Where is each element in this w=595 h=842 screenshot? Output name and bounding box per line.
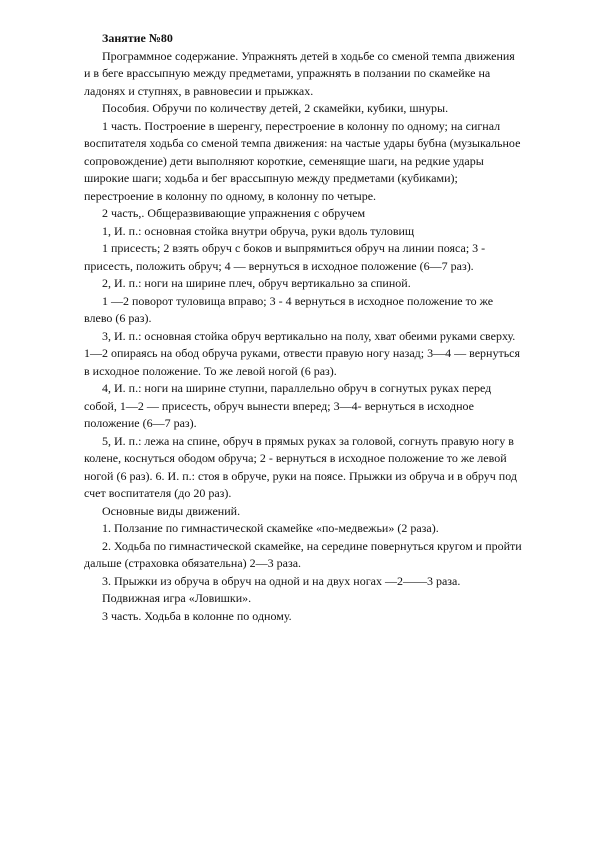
paragraph-movement-2: 2. Ходьба по гимнастической скамейке, на середине повернуться кругом и пройти дальше (страховка обязательна) 2—3 раза. xyxy=(84,538,522,570)
paragraph-program-content: Программное содержание. Упражнять детей в ходьбе со сменой темпа движения и в беге врассыпную между предметами, упражнять в ползании по скамейке на ладонях и ступнях, в равновесии и прыжках. xyxy=(84,48,515,98)
paragraph-exercise-2-start: 2, И. п.: ноги на ширине плеч, обруч вертикально за спиной. xyxy=(102,276,411,290)
paragraph-exercise-3: 3, И. п.: основная стойка обруч вертикально на полу, хват обеими руками сверху. 1—2 опираясь на обод обруча руками, отвести правую ногу назад; 3—4 — вернуться в исходное положение. То же левой ногой (6 раз). xyxy=(84,328,521,378)
paragraph-part-two-heading: 2 часть,. Общеразвивающие упражнения с обручем xyxy=(102,206,366,220)
document-body xyxy=(84,30,524,625)
paragraph-exercise-1-start: 1, И. п.: основная стойка внутри обруча, руки вдоль туловищ xyxy=(102,223,415,238)
paragraph-exercise-1-steps: 1 присесть; 2 взять обруч с боков и выпрямиться обруч на линии пояса; 3 - присесть, положить обруч; 4 — вернуться в исходное положение (6—7 раз). xyxy=(84,241,486,273)
paragraph-exercise-4: 4, И. п.: ноги на ширине ступни, параллельно обруч в согнутых руках перед собой, 1—2 — присесть, обруч вынести вперед; 3—4- вернуться в исходное положение (6—7 раз). xyxy=(84,381,492,430)
paragraph-materials: Пособия. Обручи по количеству детей, 2 скамейки, кубики, шнуры. xyxy=(102,101,449,115)
paragraph-exercise-2-steps: 1 —2 поворот туловища вправо; 3 - 4 вернуться в исходное положение то же влево (6 раз). xyxy=(84,293,494,325)
paragraph-exercise-5-6: 5, И. п.: лежа на спине, обруч в прямых руках за головой, согнуть правую ногу в колене, коснуться ободом обруча; 2 - вернуться в исходное положение то же левой ногой (6 раз). 6. И. п.: стоя в обруче, руки на поясе. Прыжки из обруча и в обруч под счет воспитателя (до 20 раз). xyxy=(84,433,517,500)
paragraph-part-one: 1 часть. Построение в шеренгу, перестроение в колонну по одному; на сигнал воспитателя ходьба со сменой темпа движения: на частые удары бубна (музыкальное сопровождение) дети выполняют короткие, семенящие шаги, на редкие удары широкие шаги; ходьба и бег врассыпную между предметами (кубиками); перестроение в колонну по одному, в колонну по четыре. xyxy=(84,118,521,203)
paragraph-main-movements: Основные виды движений. xyxy=(102,503,241,518)
paragraph-movement-3: 3. Прыжки из обруча в обруч на одной и на двух ногах —2——3 раза. xyxy=(102,573,461,588)
document-title: Занятие №80 xyxy=(102,31,173,45)
paragraph-game: Подвижная игра «Ловишки». xyxy=(102,591,252,605)
paragraph-part-three: 3 часть. Ходьба в колонне по одному. xyxy=(102,608,292,623)
paragraph-movement-1: 1. Ползание по гимнастической скамейке «по-медвежьи» (2 раза). xyxy=(102,521,439,535)
